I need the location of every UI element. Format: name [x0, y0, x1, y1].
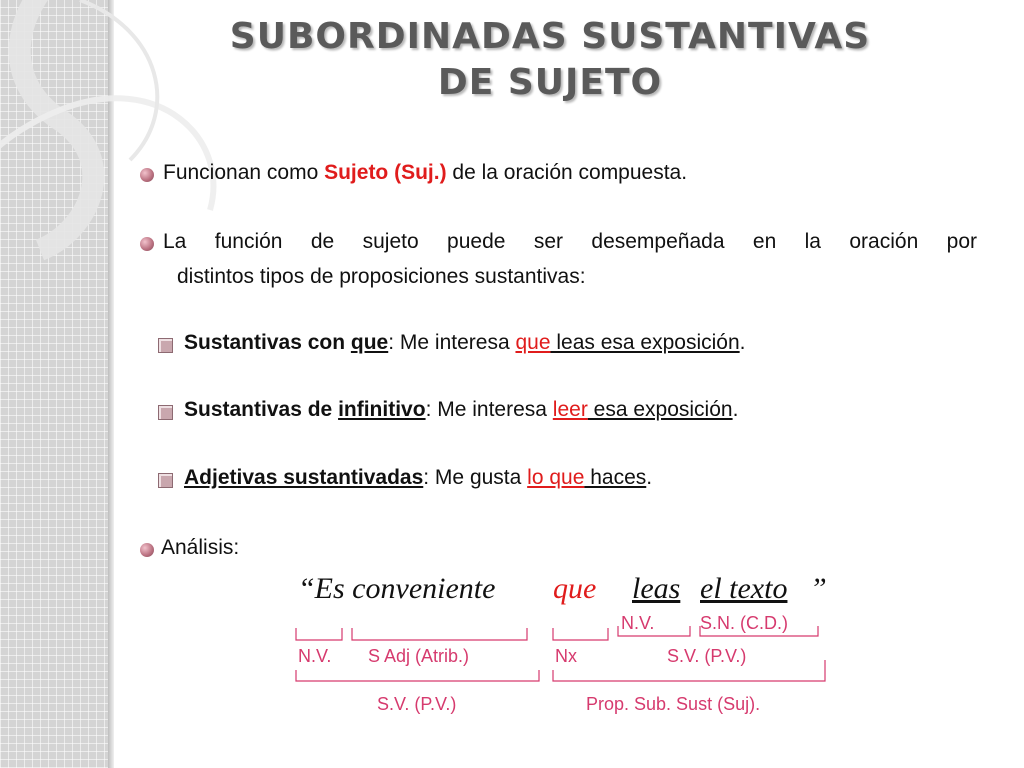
quote-el-texto: el texto — [700, 572, 788, 605]
sub2-red: leer — [552, 398, 588, 421]
sub2-end: . — [732, 398, 739, 421]
sub-bullet-1-icon — [158, 338, 173, 353]
bullet-3-icon — [140, 543, 154, 557]
bullet-2-line-1: La función de sujeto puede ser desempeñada en la oración por — [163, 230, 977, 253]
b1-highlight: Sujeto (Suj.) — [324, 161, 447, 184]
label-sv-right: S.V. (P.V.) — [667, 646, 747, 666]
sub3-tail: haces — [584, 466, 647, 489]
label-nx: Nx — [555, 646, 577, 666]
bullet-2-line-2: distintos tipos de proposiciones sustantivas: — [177, 265, 586, 288]
b1-post: de la oración compuesta. — [446, 161, 688, 184]
sub3-red: lo que — [527, 466, 585, 489]
title-line-1: SUBORDINADAS SUSTANTIVAS — [229, 16, 871, 57]
b1-pre: Funcionan como — [163, 161, 325, 184]
decorative-sidebar — [0, 0, 112, 768]
sub1-bold: Sustantivas con — [184, 331, 351, 354]
bullet-1-icon — [140, 168, 154, 182]
bullet-2-icon — [140, 237, 154, 251]
sub2-mid: : Me interesa — [425, 398, 553, 421]
quote-es-conveniente: “Es conveniente — [298, 572, 496, 605]
quote-close: ” — [810, 572, 827, 605]
sub3-end: . — [646, 466, 653, 489]
quote-leas: leas — [632, 572, 681, 605]
sub1-end: . — [739, 331, 746, 354]
sub1-tail: leas esa exposición — [550, 331, 740, 354]
sub2-bold-u: infinitivo — [338, 398, 426, 421]
sub2-tail: esa exposición — [587, 398, 733, 421]
bullet-1-text — [163, 161, 687, 185]
label-sv-left: S.V. (P.V.) — [377, 694, 457, 714]
sub-bullet-3-text — [184, 466, 652, 490]
analysis-label: Análisis: — [161, 536, 240, 559]
label-nv-top: N.V. — [621, 613, 655, 633]
sub1-bold-u: que — [350, 331, 389, 354]
sub3-mid: : Me gusta — [423, 466, 528, 489]
label-s-adj: S Adj (Atrib.) — [368, 646, 470, 666]
label-prop-sub: Prop. Sub. Sust (Suj). — [586, 694, 761, 714]
sub1-mid: : Me interesa — [388, 331, 516, 354]
sidebar-edge — [108, 0, 114, 768]
label-sn-cd: S.N. (C.D.) — [700, 613, 788, 633]
label-nv-left: N.V. — [298, 646, 332, 666]
sub3-bold-u: Adjetivas sustantivadas — [184, 466, 424, 489]
title-line-2: DE SUJETO — [437, 62, 663, 103]
sub1-red: que — [515, 331, 551, 354]
sub-bullet-3-icon — [158, 473, 173, 488]
sub-bullet-1-text — [184, 331, 745, 355]
sub-bullet-2-icon — [158, 405, 173, 420]
sub-bullet-2-text — [184, 398, 738, 422]
page-title — [190, 14, 910, 106]
sub2-bold: Sustantivas de — [184, 398, 339, 421]
quote-que: que — [553, 572, 597, 605]
